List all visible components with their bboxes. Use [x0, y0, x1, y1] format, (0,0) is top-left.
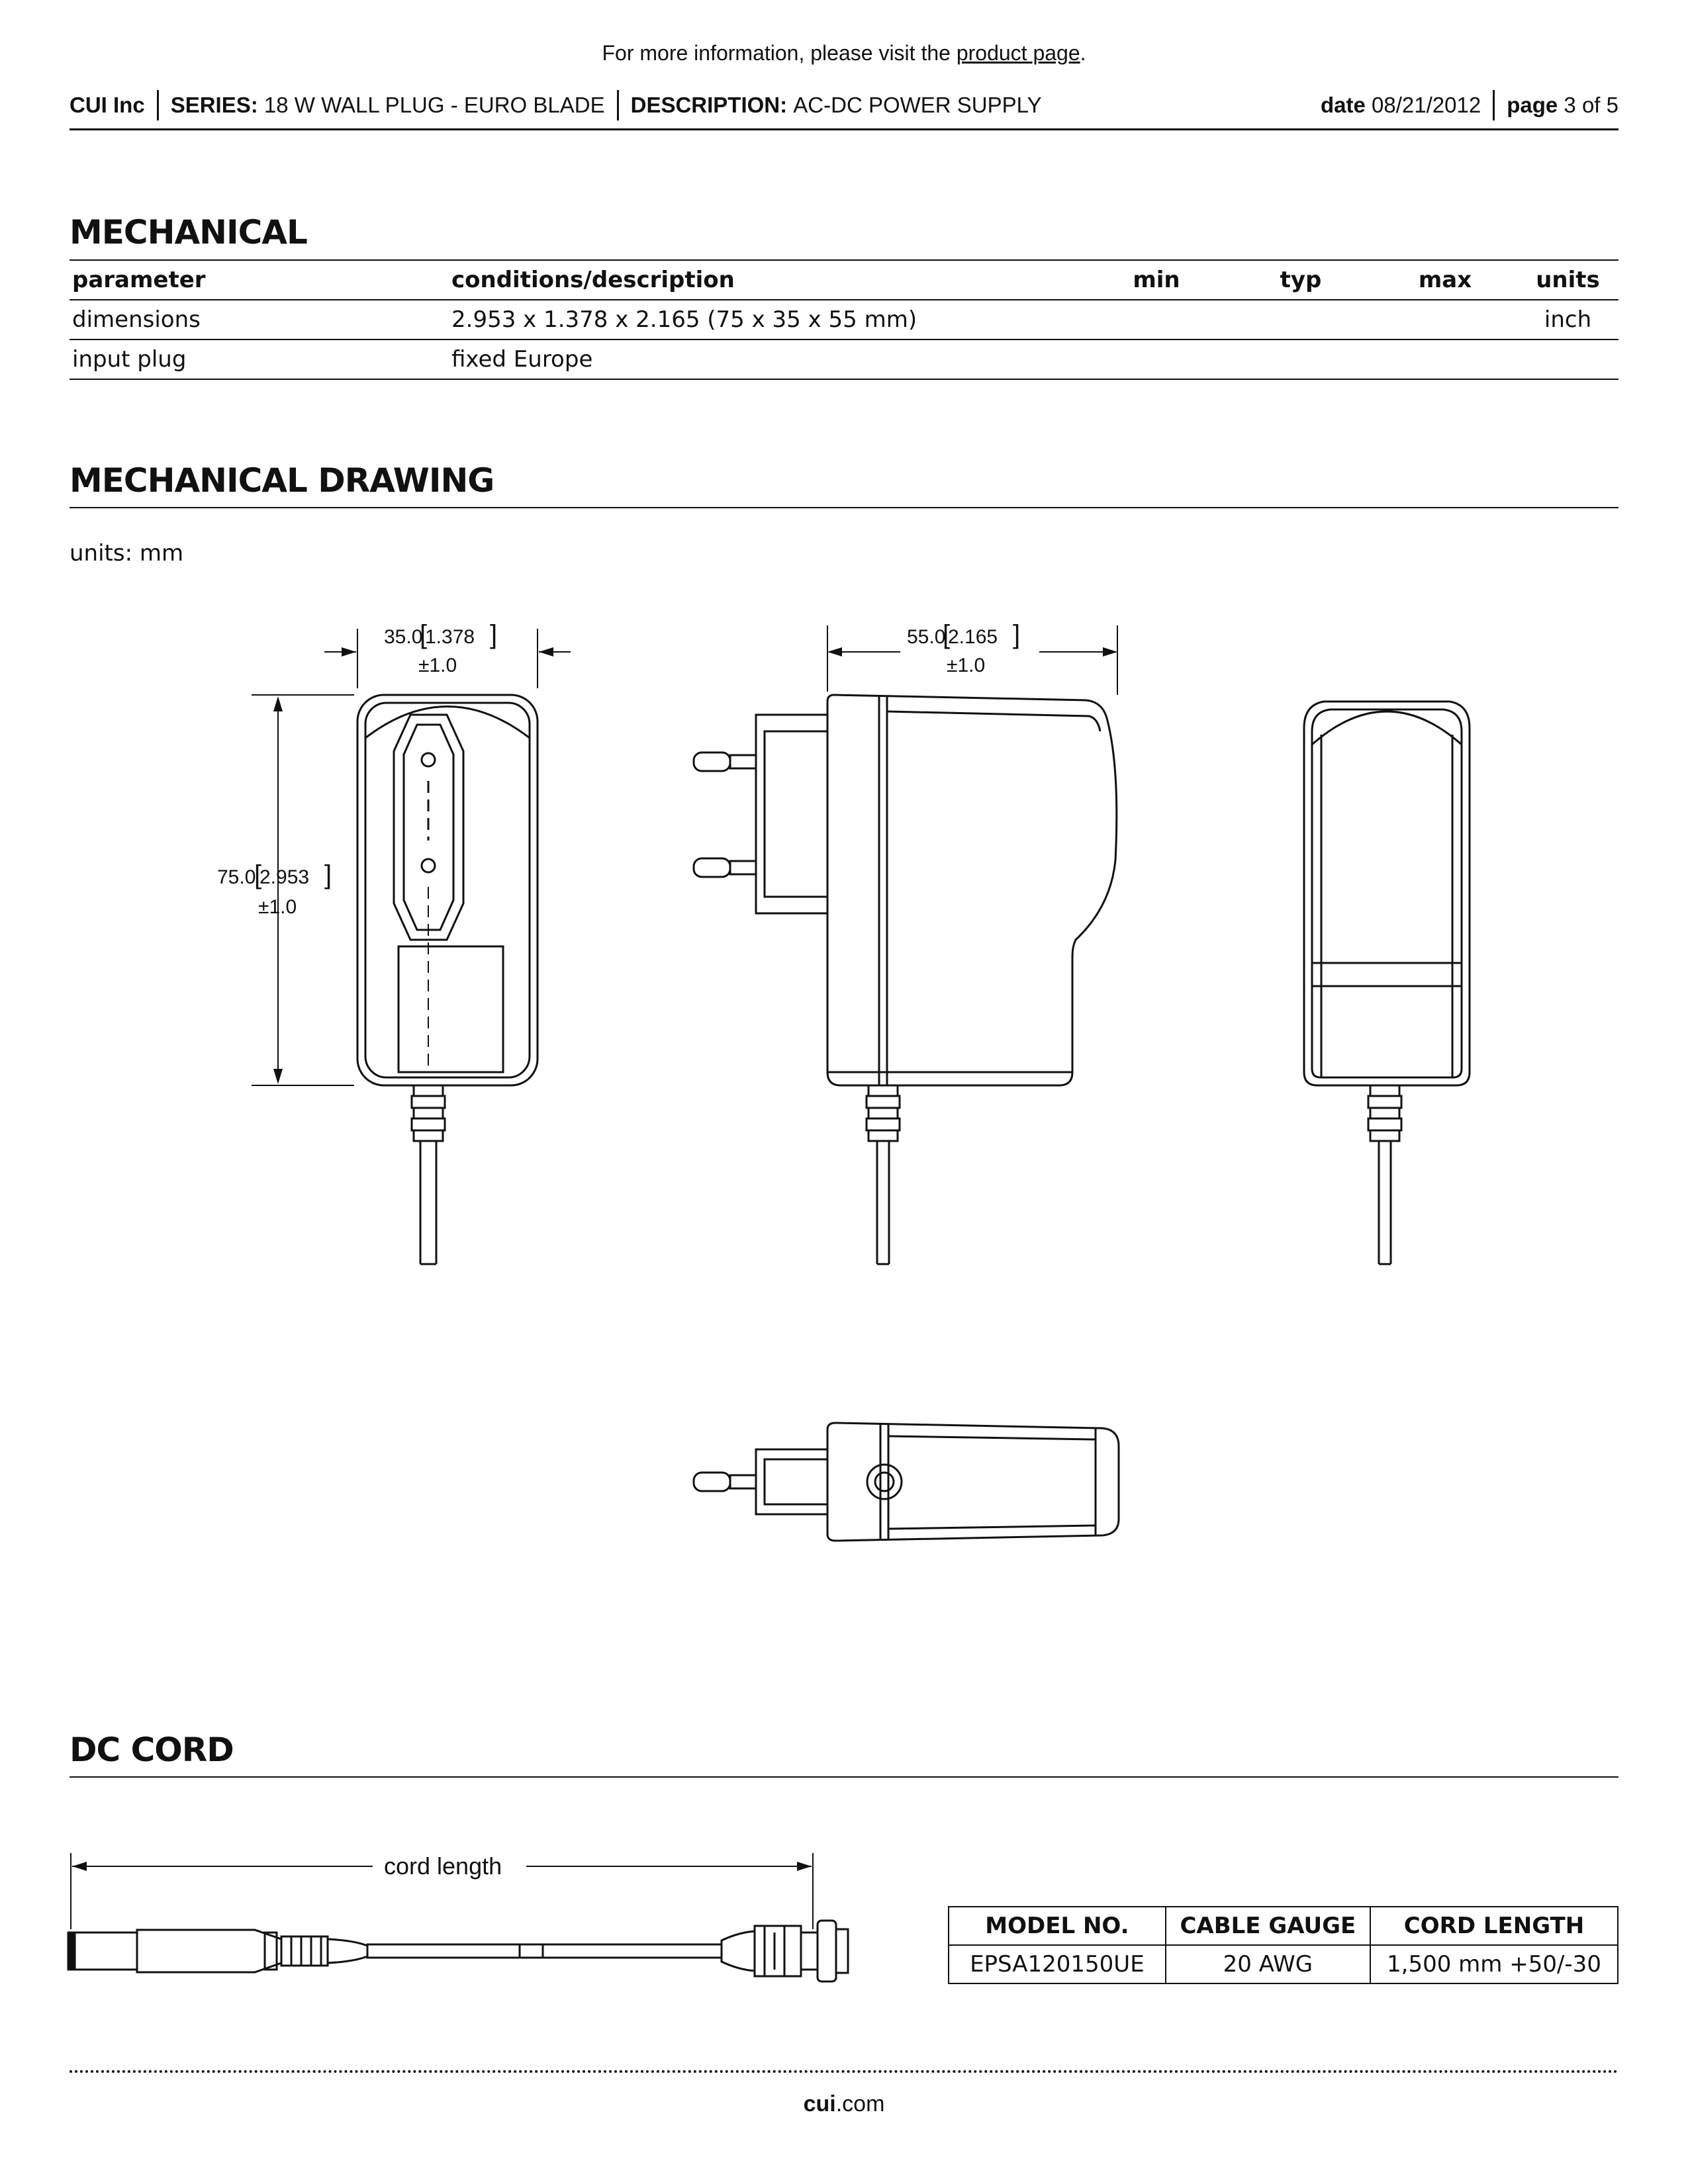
description-value: AC-DC POWER SUPPLY: [793, 93, 1042, 117]
column-header: CORD LENGTH: [1370, 1907, 1618, 1945]
width-dim-in: 1.378: [425, 626, 475, 648]
company-name: CUI Inc: [70, 93, 145, 117]
column-header: conditions/description: [449, 260, 1084, 300]
series-label: SERIES:: [170, 93, 258, 117]
width-dim-mm: 35.0: [384, 626, 423, 648]
depth-dim-in: 2.165: [948, 626, 998, 648]
table-cell: [1517, 340, 1618, 379]
section-rule: [70, 1776, 1618, 1778]
series-value: 18 W WALL PLUG - EURO BLADE: [263, 93, 605, 117]
dc-cord-table: [948, 1906, 1618, 1984]
height-tol: ±1.0: [258, 896, 297, 918]
column-header: max: [1373, 260, 1517, 300]
svg-text:]: ]: [1013, 620, 1021, 649]
table-cell: 1,500 mm +50/-30: [1370, 1945, 1618, 1983]
table-header-row: [949, 1907, 1618, 1945]
table-cell: [1373, 300, 1517, 340]
column-header: MODEL NO.: [949, 1907, 1166, 1945]
table-cell: [1373, 340, 1517, 379]
svg-text:[: [: [943, 620, 951, 649]
header-divider: [1493, 90, 1495, 120]
mechanical-table: [70, 259, 1618, 380]
units-note: units: mm: [70, 540, 184, 567]
page-value: 3 of 5: [1564, 93, 1618, 117]
front-view: [252, 629, 571, 1264]
depth-dim-mm: 55.0: [907, 626, 946, 648]
svg-text:[: [: [420, 620, 428, 649]
table-cell: dimensions: [70, 300, 449, 340]
side-view: [694, 625, 1117, 1264]
table-cell: [1084, 340, 1229, 379]
mechanical-drawing-title: MECHANICAL DRAWING: [70, 461, 494, 500]
height-dim-in: 2.953: [259, 866, 310, 888]
dc-cord-drawing: [63, 1833, 857, 1999]
column-header: min: [1084, 260, 1229, 300]
description-label: DESCRIPTION:: [630, 93, 788, 117]
table-row: [949, 1945, 1618, 1983]
date-label: date: [1321, 93, 1366, 117]
table-header-row: [70, 260, 1618, 300]
column-header: CABLE GAUGE: [1166, 1907, 1370, 1945]
cord-length-label: cord length: [384, 1852, 502, 1880]
svg-text:]: ]: [490, 620, 498, 649]
table-cell: [1229, 300, 1373, 340]
header-divider: [617, 90, 619, 120]
top-view: [694, 1423, 1119, 1541]
top-note: [0, 41, 1688, 66]
footer-domain[interactable]: .com: [835, 2091, 885, 2116]
header-rule: [70, 128, 1618, 130]
column-header: typ: [1229, 260, 1373, 300]
footer-rule: [70, 2070, 1618, 2073]
footer: [0, 2091, 1688, 2117]
table-row: [70, 340, 1618, 379]
table-cell: 2.953 x 1.378 x 2.165 (75 x 35 x 55 mm): [449, 300, 1084, 340]
back-view: [1304, 702, 1470, 1264]
table-cell: [1229, 340, 1373, 379]
section-rule: [70, 507, 1618, 508]
dc-cord-title: DC CORD: [70, 1731, 234, 1769]
svg-text:[: [: [254, 860, 262, 889]
width-tol: ±1.0: [418, 655, 457, 676]
top-note-suffix: .: [1080, 41, 1086, 65]
document-header: [70, 88, 1618, 122]
table-cell: 20 AWG: [1166, 1945, 1370, 1983]
table-cell: fixed Europe: [449, 340, 1084, 379]
column-header: units: [1517, 260, 1618, 300]
date-value: 08/21/2012: [1372, 93, 1481, 117]
top-note-prefix: For more information, please visit the: [602, 41, 957, 65]
table-cell: EPSA120150UE: [949, 1945, 1166, 1983]
header-divider: [157, 90, 159, 120]
header-right: [1321, 90, 1618, 120]
column-header: parameter: [70, 260, 449, 300]
mechanical-drawing: [185, 596, 1509, 1628]
page-label: page: [1507, 93, 1558, 117]
product-page-link[interactable]: product page: [956, 41, 1080, 65]
table-cell: [1084, 300, 1229, 340]
table-row: [70, 300, 1618, 340]
height-dim-mm: 75.0: [217, 866, 256, 888]
mechanical-title: MECHANICAL: [70, 213, 307, 251]
footer-bold[interactable]: cui: [803, 2091, 836, 2116]
table-cell: input plug: [70, 340, 449, 379]
table-cell: inch: [1517, 300, 1618, 340]
depth-tol: ±1.0: [947, 655, 986, 676]
svg-text:]: ]: [324, 860, 332, 889]
